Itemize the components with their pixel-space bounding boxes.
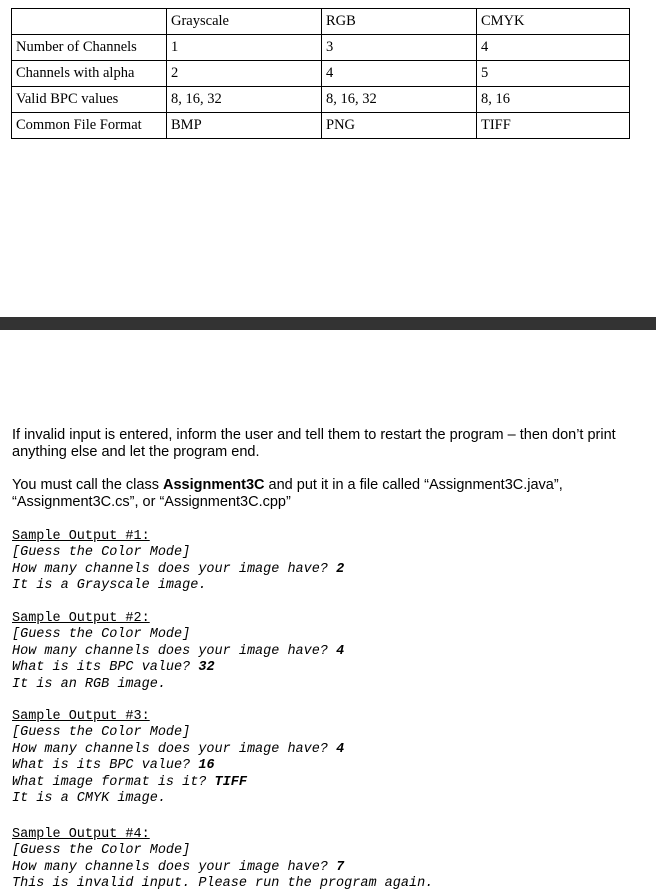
output-line: It is a CMYK image. — [12, 791, 166, 807]
sample-title: Sample Output #1: — [12, 529, 150, 544]
table-cell: 4 — [477, 35, 630, 61]
table-cell: 8, 16, 32 — [167, 87, 322, 113]
output-line: It is a Grayscale image. — [12, 578, 207, 594]
class-name-instruction — [12, 477, 642, 511]
class-name: Assignment3C — [162, 477, 265, 493]
output-line: What is its BPC value? 16 — [12, 758, 215, 774]
table-cell: 8, 16 — [477, 87, 630, 113]
table-header-row — [12, 9, 630, 35]
output-line: It is an RGB image. — [12, 676, 166, 692]
output-line: [Guess the Color Mode] — [12, 627, 191, 643]
row-label: Number of Channels — [12, 35, 167, 61]
output-line: How many channels does your image have? 2 — [12, 561, 345, 577]
header-cell: CMYK — [477, 9, 630, 35]
table-cell: 5 — [477, 61, 630, 87]
page-divider — [0, 317, 656, 330]
user-input: TIFF — [214, 774, 247, 790]
table-row — [12, 61, 630, 87]
output-line: [Guess the Color Mode] — [12, 843, 191, 859]
sample-output-4 — [12, 827, 433, 893]
instruction-text: You must call the class — [12, 477, 163, 493]
table-cell: PNG — [322, 113, 477, 139]
output-line: [Guess the Color Mode] — [12, 545, 191, 561]
table-cell: 4 — [322, 61, 477, 87]
header-cell — [12, 9, 167, 35]
sample-title: Sample Output #4: — [12, 827, 150, 842]
user-input: 4 — [336, 643, 345, 659]
row-label: Valid BPC values — [12, 87, 167, 113]
table-cell: TIFF — [477, 113, 630, 139]
table-cell: 3 — [322, 35, 477, 61]
table-cell: 2 — [167, 61, 322, 87]
user-input: 7 — [336, 859, 345, 875]
sample-title: Sample Output #2: — [12, 611, 150, 626]
output-line: What is its BPC value? 32 — [12, 660, 215, 676]
row-label: Common File Format — [12, 113, 167, 139]
output-line: How many channels does your image have? 4 — [12, 643, 345, 659]
user-input: 32 — [198, 660, 215, 676]
sample-output-3 — [12, 709, 344, 807]
table-row — [12, 113, 630, 139]
color-mode-table-container — [11, 8, 630, 139]
table-row — [12, 35, 630, 61]
output-line: This is invalid input. Please run the program again. — [12, 876, 434, 892]
user-input: 4 — [336, 741, 345, 757]
output-line: How many channels does your image have? 7 — [12, 859, 345, 875]
table-cell: 8, 16, 32 — [322, 87, 477, 113]
user-input: 2 — [336, 561, 345, 577]
table-cell: BMP — [167, 113, 322, 139]
instruction-text: and put it in a file called “Assignment3C.java”, “Assignment3C.cs”, or “Assignment3C.cpp” — [12, 477, 563, 510]
table-row — [12, 87, 630, 113]
sample-title: Sample Output #3: — [12, 709, 150, 724]
output-line: [Guess the Color Mode] — [12, 725, 191, 741]
user-input: 16 — [198, 758, 215, 774]
output-line: What image format is it? TIFF — [12, 774, 247, 790]
row-label: Channels with alpha — [12, 61, 167, 87]
color-mode-table — [11, 8, 630, 139]
sample-output-2 — [12, 611, 344, 693]
sample-output-1 — [12, 529, 344, 595]
header-cell: Grayscale — [167, 9, 322, 35]
invalid-input-instruction: If invalid input is entered, inform the user and tell them to restart the program – then don’t print anything else and let the program end. — [12, 427, 616, 460]
header-cell: RGB — [322, 9, 477, 35]
table-cell: 1 — [167, 35, 322, 61]
output-line: How many channels does your image have? 4 — [12, 741, 345, 757]
